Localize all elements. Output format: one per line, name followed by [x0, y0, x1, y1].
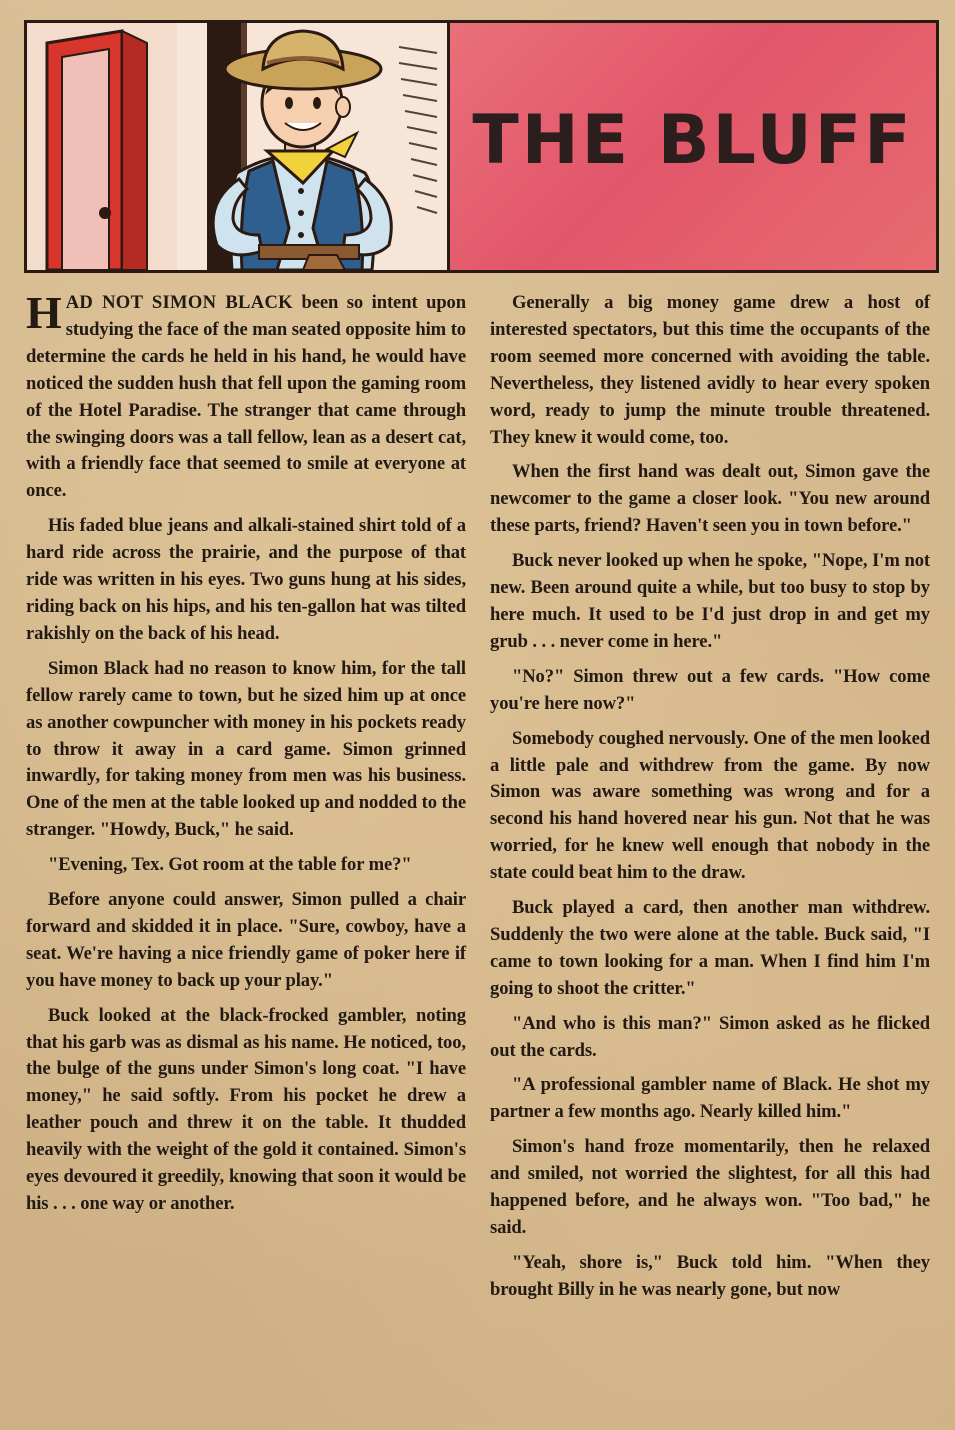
paragraph: When the first hand was dealt out, Simon gave the newcomer to the game a closer look. "You new around these parts, friend? Haven't seen you in town before.": [490, 461, 930, 537]
paragraph: Buck looked at the black-frocked gambler, noting that his garb was as dismal as his name. He noticed, too, the bulge of the guns under Simon's long coat. "I have money," he said softly. From his pocket he drew a leather pouch and threw it on the table. It thudded heavily with the weight of the gold it contained. Simon's eyes devoured it greedily, knowing that soon it would be his . . . one way or another.: [26, 1004, 466, 1214]
paragraph: "No?" Simon threw out a few cards. "How come you're here now?": [490, 665, 930, 714]
opening-paragraph-text: been so intent upon studying the face of the man seated opposite him to determine the cards he held in his hand, he would have noticed the sudden hush that fell upon the gaming room of the Hotel Paradise. The stranger that came through the swinging doors was a tall fellow, lean as a desert cat, with a friendly face that seemed to smile at everyone at once.: [26, 292, 466, 502]
title-panel: [450, 23, 936, 270]
drop-cap: H: [26, 287, 62, 338]
paragraph: Simon Black had no reason to know him, for the tall fellow rarely came to town, but he sized him up at once as another cowpuncher with money in his pockets ready to throw it away in a card game. Simon grinned inwardly, for taking money from men was his business. One of the men at the table looked up and nodded to the stranger. "Howdy, Buck," he said.: [26, 657, 466, 841]
left-column: [26, 287, 466, 1226]
cowboy-illustration: [27, 23, 447, 270]
right-column: [490, 290, 930, 1312]
cowboy-drawing-icon: [27, 23, 447, 270]
paragraph: "A professional gambler name of Black. He shot my partner a few months ago. Nearly killed him.": [490, 1074, 930, 1123]
paragraph: "And who is this man?" Simon asked as he flicked out the cards.: [490, 1012, 930, 1061]
paragraph: Buck never looked up when he spoke, "Nope, I'm not new. Been around quite a while, but too busy to stop by here much. It used to be I'd just drop in and get my grub . . . never come in here.": [490, 550, 930, 652]
lead-in: AD NOT SIMON BLACK: [65, 292, 293, 313]
opening-paragraph: [26, 287, 466, 505]
paragraph: Generally a big money game drew a host of interested spectators, but this time the occupants of the room seemed more concerned with avoiding the table. Nevertheless, they listened avidly to hear every spoken word, ready to jump the minute trouble threatened. They knew it would come, too.: [490, 292, 930, 448]
paragraph: Before anyone could answer, Simon pulled a chair forward and skidded it in place. "Sure, cowboy, have a seat. We're having a nice friendly game of poker here if you have money to back up your play.": [26, 889, 466, 991]
paragraph: His faded blue jeans and alkali-stained shirt told of a hard ride across the prairie, and the purpose of that ride was written in his eyes. Two guns hung at his sides, riding back on his hips, and his ten-gallon hat was tilted rakishly on the back of his head.: [26, 515, 466, 644]
paragraph: "Yeah, shore is," Buck told him. "When they brought Billy in he was nearly gone, but now: [490, 1251, 930, 1300]
paragraph: Somebody coughed nervously. One of the men looked a little pale and withdrew from the game. By now Simon was aware something was wrong and for a second his hand hovered near his gun. Not that he was worried, for he knew well enough that nobody in the state could beat him to the draw.: [490, 727, 930, 884]
paragraph: Buck played a card, then another man withdrew. Suddenly the two were alone at the table. Buck said, "I came to town looking for a man. When I find him I'm going to shoot the critter.": [490, 897, 930, 999]
title-banner: [24, 20, 939, 273]
paragraph: "Evening, Tex. Got room at the table for me?": [48, 854, 412, 876]
story-title: THE BLUFF: [472, 101, 914, 180]
paragraph: Simon's hand froze momentarily, then he relaxed and smiled, not worried the slightest, for all this had happened before, and he always won. "Too bad," he said.: [490, 1136, 930, 1238]
